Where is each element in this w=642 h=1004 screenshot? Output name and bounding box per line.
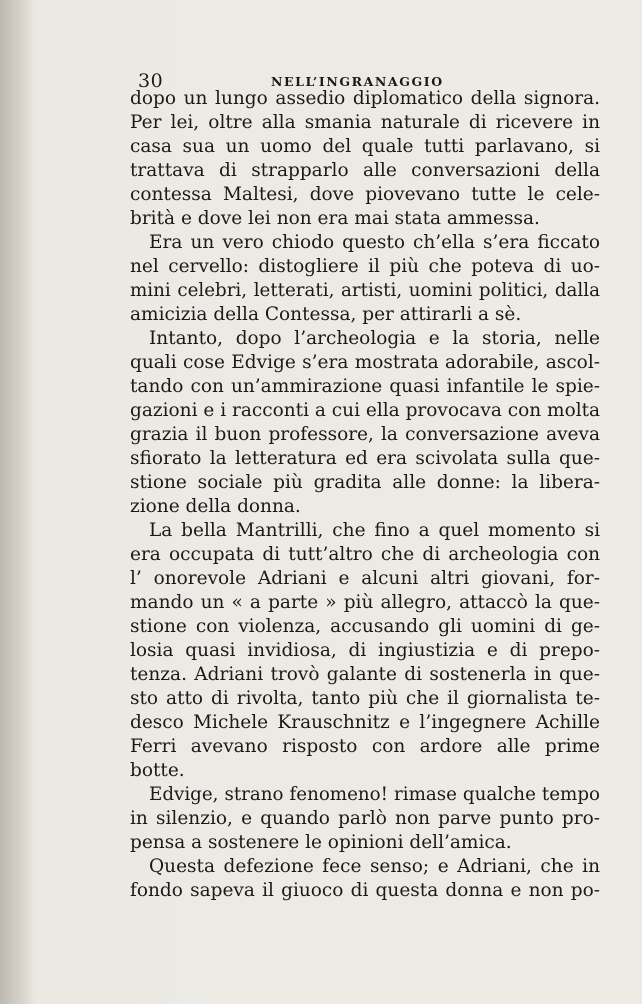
text-line: tenza. Adriani trovò galante di sostenerla in que- — [130, 664, 600, 685]
text-line: fondo sapeva il giuoco di questa donna e non po- — [130, 880, 600, 901]
text-line: La bella Mantrilli, che fino a quel momento si — [149, 520, 600, 541]
text-line: dopo un lungo assedio diplomatico della signora. — [130, 88, 600, 109]
text-line: sfiorato la letteratura ed era scivolata sulla que- — [130, 448, 600, 469]
text-line: brità e dove lei non era mai stata ammessa. — [130, 208, 540, 229]
text-line: mini celebri, letterati, artisti, uomini politici, dalla — [130, 280, 600, 301]
text-line: stione con violenza, accusando gli uomini di ge- — [130, 616, 600, 637]
text-line: Ferri avevano risposto con ardore alle prime — [130, 736, 600, 757]
text-line: sto atto di rivolta, tanto più che il giornalista te- — [130, 688, 600, 709]
text-line: mando un « a parte » più allegro, attaccò la que- — [130, 592, 600, 613]
text-line: casa sua un uomo del quale tutti parlavano, si — [130, 136, 600, 157]
text-line: contessa Maltesi, dove piovevano tutte le cele- — [130, 184, 600, 205]
text-line: Per lei, oltre alla smania naturale di ricevere in — [130, 112, 600, 133]
text-line: desco Michele Krauschnitz e l’ingegnere Achille — [130, 712, 600, 733]
text-line: in silenzio, e quando parlò non parve punto pro- — [130, 808, 600, 829]
text-line: gazioni e i racconti a cui ella provocava con molta — [130, 400, 601, 421]
text-line: botte. — [130, 760, 185, 781]
text-line: l’ onorevole Adriani e alcuni altri giovani, for- — [130, 568, 600, 589]
text-line: Intanto, dopo l’archeologia e la storia, nelle — [149, 328, 600, 349]
text-line: amicizia della Contessa, per attirarli a sè. — [130, 304, 522, 325]
page-gutter-shadow — [0, 0, 34, 1004]
text-line: quali cose Edvige s’era mostrata adorabile, ascol- — [130, 352, 600, 373]
text-line: grazia il buon professore, la conversazione aveva — [130, 424, 600, 445]
text-line: pensa a sostenere le opinioni dell’amica. — [130, 832, 512, 853]
text-line: stione sociale più gradita alle donne: la libera- — [130, 472, 600, 493]
page-number: 30 — [138, 70, 164, 92]
text-line: tando con un’ammirazione quasi infantile le spie- — [130, 376, 600, 397]
running-head: NELL’INGRANAGGIO — [271, 74, 444, 89]
text-line: zione della donna. — [130, 496, 301, 517]
text-line: trattava di strapparlo alle conversazioni della — [130, 160, 600, 181]
text-line: losia quasi invidiosa, di ingiustizia e di prepo- — [130, 640, 600, 661]
text-line: Era un vero chiodo questo ch’ella s’era ficcato — [149, 232, 600, 253]
body-text — [130, 87, 600, 903]
text-line: nel cervello: distogliere il più che poteva di uo- — [130, 256, 600, 277]
text-line: Edvige, strano fenomeno! rimase qualche tempo — [149, 784, 600, 805]
text-line: Questa defezione fece senso; e Adriani, che in — [149, 856, 600, 877]
text-line: era occupata di tutt’altro che di archeologia con — [130, 544, 600, 565]
